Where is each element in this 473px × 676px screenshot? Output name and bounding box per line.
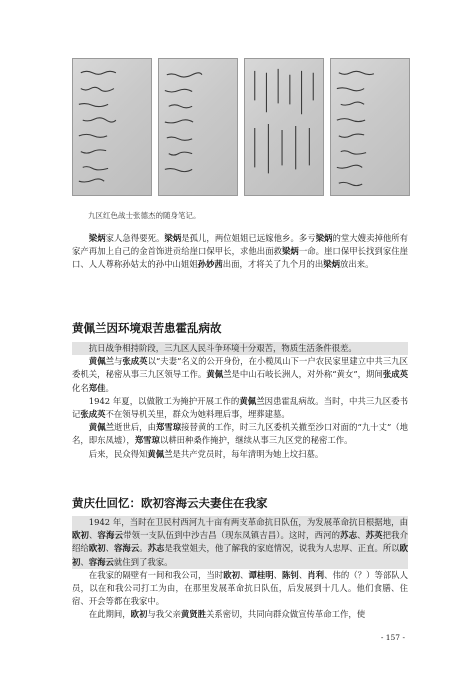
name-emphasis: 苏志 [340,530,358,541]
text-run: 。 [139,543,148,554]
name-emphasis: 黄佩兰 [88,356,114,367]
text-run: 家人急得要死。 [105,233,165,243]
text-run: 。 [105,382,114,393]
text-run: 放出来。 [340,259,374,270]
text-run: 与我父亲 [147,609,181,620]
name-emphasis: 欧初 [223,569,241,580]
name-emphasis: 容海云 [88,556,114,567]
text-run: 、伟的（？）等部队人员，以在和我公司打工为由，在那里发展革命抗日队伍，后发展到十几人。他们食膳、住宿、开会等都在我家中。 [72,569,409,607]
name-emphasis: 黄贤胜 [180,609,207,620]
name-emphasis: 孙妙茜 [197,259,223,270]
text-run: 逝世后，由 [113,422,156,433]
text-run: 、 [273,569,283,580]
manuscript-photo [158,58,238,196]
name-emphasis: 郑佳 [88,382,106,393]
name-emphasis: 黄佩兰 [239,395,265,406]
text-run: 、 [105,543,115,554]
text-run: 、 [89,530,98,541]
text-run: 在我家的隔壁有一间和我公司，当时 [88,569,224,580]
text-run: 接替黄的工作，时三九区委机关撤至沙口对面的“九十丈”（地名，即东凤墟）， [72,422,409,446]
name-emphasis: 陈钊 [282,569,299,580]
text-run: 以耕田种桑作掩护，继续从事三九区党的秘密工作。 [159,435,353,446]
name-emphasis: 欧初 [72,530,90,541]
text-run: 是共产党员时，每年清明为她上坟扫墓。 [172,448,324,459]
name-emphasis: 梁炳 [323,259,340,270]
text-run: 是我堂姐夫，他了解我的家庭情况，说我为人忠厚、正直。所以 [164,543,400,554]
name-emphasis: 梁炳 [88,233,106,243]
text-run: 因患霍乱病故。当时，中共三九区委书记 [72,395,409,420]
page-number: - 157 - [380,633,405,642]
manuscript-photos [72,58,410,196]
name-emphasis: 张成英 [80,409,106,420]
intro-paragraph [72,232,408,272]
paragraph [72,516,408,569]
paragraph [72,342,408,355]
paragraph [72,355,408,395]
text-run: 后来，民众得知 [88,448,148,459]
text-run: 在此期间， [88,609,131,620]
paragraph [72,395,408,421]
manuscript-photo [244,58,324,196]
text-run: 就住到了我家。 [113,556,173,567]
text-run: 不在领导机关里，群众为她料理后事，埋葬建墓。 [105,409,290,420]
name-emphasis: 欧初 [130,609,148,620]
name-emphasis: 苏英 [365,530,383,541]
name-emphasis: 黄佩兰 [147,448,173,459]
text-run: 、 [357,530,366,541]
manuscript-photo [330,58,410,196]
text-run: 、 [298,569,308,580]
manuscript-photo [72,58,152,196]
name-emphasis: 谭桂明 [248,569,274,580]
text-run: 、 [80,556,89,567]
name-emphasis: 梁炳 [282,246,299,257]
name-emphasis: 郑雪琼 [134,435,160,446]
name-emphasis: 郑雪琼 [155,422,182,433]
text-run: 关系密切，共同向群众做宣传革命工作，使 [206,609,366,620]
text-run: 是中山石岐长洲人，对外称“黄女”，期间 [231,369,383,380]
paragraph [72,608,408,621]
paragraph [72,421,408,447]
name-emphasis: 梁炳 [315,233,333,243]
text-run: 带领一支队伍到中沙吉昌（现东凤镇吉昌）。这时，西河的 [123,530,341,541]
paragraph [72,232,408,272]
text-run: 与 [113,356,123,367]
text-run: 、 [240,569,249,580]
name-emphasis: 梁炳 [164,233,182,243]
section-heading: 黄佩兰因环境艰苦患霍乱病故 [72,321,222,335]
name-emphasis: 肖利 [307,569,325,580]
photo-caption: 九区红色战士张德杰的随身笔记。 [88,211,201,220]
paragraph [72,569,408,609]
section-body [72,342,408,461]
name-emphasis: 容海云 [97,530,124,541]
text-run: 1942 年夏，以做散工为掩护开展工作的 [88,395,240,406]
name-emphasis: 张成英 [122,356,148,367]
name-emphasis: 欧初 [72,543,409,567]
text-run: 抗日战争相持阶段，三九区人民斗争环境十分艰苦，物质生活条件很差。 [88,343,357,353]
name-emphasis: 黄佩兰 [206,369,232,380]
text-run: 以“夫妻”名义的公开身份，在小榄凤山下一户农民家里建立中共三九区委机关，秘密从事三九区领导工作。 [72,356,409,380]
text-run: 是孤儿，两位姐姐已远嫁他乡。多亏 [181,233,316,243]
text-run: 把我介绍给 [72,530,409,554]
text-run: 一命。崖口保甲长找到家住崖口、人人尊称孙姑太的孙中山姐姐 [72,246,409,270]
name-emphasis: 容海云 [114,543,140,554]
section-heading: 黄庆仕回忆：欧初容海云夫妻住在我家 [72,496,268,510]
name-emphasis: 欧初 [88,543,106,554]
text-run: 化名 [72,382,89,393]
text-run: 1942 年，当时在卫民村西河九十亩有两支革命抗日队伍，为发展革命抗日根据地，由 [88,517,408,527]
text-run: 出面，才将关了九个月的出 [222,259,324,270]
section-body [72,516,408,622]
name-emphasis: 张成英 [382,369,409,380]
paragraph [72,448,408,461]
text-run: 的堂大嫂卖掉他所有家产再加上自己的金首饰进贡给崖口保甲长，求他出面救 [72,233,409,257]
name-emphasis: 黄佩兰 [88,422,114,433]
name-emphasis: 苏志 [147,543,165,554]
